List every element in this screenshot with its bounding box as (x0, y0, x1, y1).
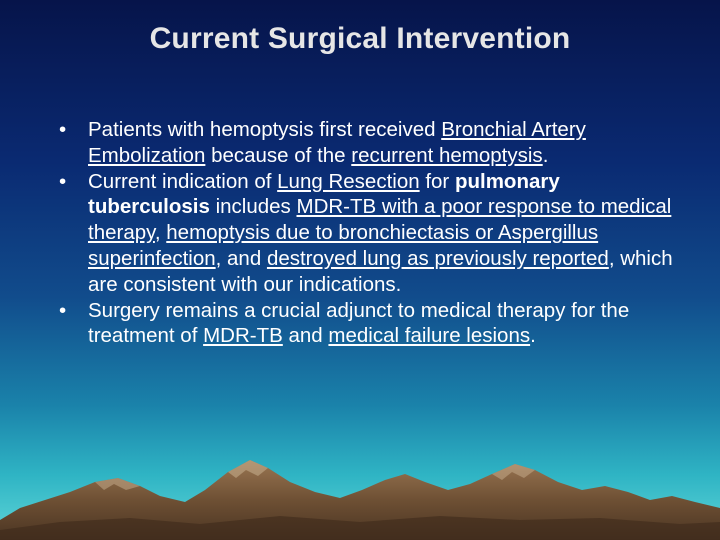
underlined-term: destroyed lung as previously reported (266, 246, 609, 270)
bullet-text: , and (215, 246, 267, 270)
underlined-term: medical failure lesions (328, 324, 531, 348)
bullet-item (88, 169, 673, 298)
underlined-term: MDR-TB with a poor response to medical therapy (88, 195, 672, 245)
underlined-term: Bronchial Artery Embolization (88, 118, 586, 167)
bullet-text: and (282, 324, 329, 348)
underlined-term: MDR-TB (203, 324, 283, 348)
bullet-text: Patients with hemoptysis first received (88, 118, 442, 141)
bold-term: pulmonary tuberculosis (88, 169, 560, 219)
bullet-item (88, 117, 673, 169)
bullet-text: , (154, 221, 167, 245)
underlined-term: recurrent hemoptysis (351, 143, 543, 167)
bullet-text: Current indication of (88, 169, 278, 193)
bullet-text: for (419, 169, 455, 193)
bullet-text: because of the (205, 143, 352, 167)
mountain-range-decoration (0, 430, 720, 540)
underlined-term: hemoptysis due to bronchiectasis or Aspergillus superinfection (88, 221, 599, 270)
bullet-text: . (542, 143, 549, 167)
slide-title: Current Surgical Intervention (149, 22, 571, 55)
bullet-text: includes (209, 195, 297, 219)
bullet-item (88, 298, 673, 350)
bullet-text: , which are consistent with our indications. (88, 246, 673, 296)
bullet-list (88, 117, 673, 349)
underlined-term: Lung Resection (277, 169, 420, 193)
bullet-text: Surgery remains a crucial adjunct to medical therapy for the treatment of (88, 298, 630, 348)
bullet-text: . (530, 324, 536, 348)
